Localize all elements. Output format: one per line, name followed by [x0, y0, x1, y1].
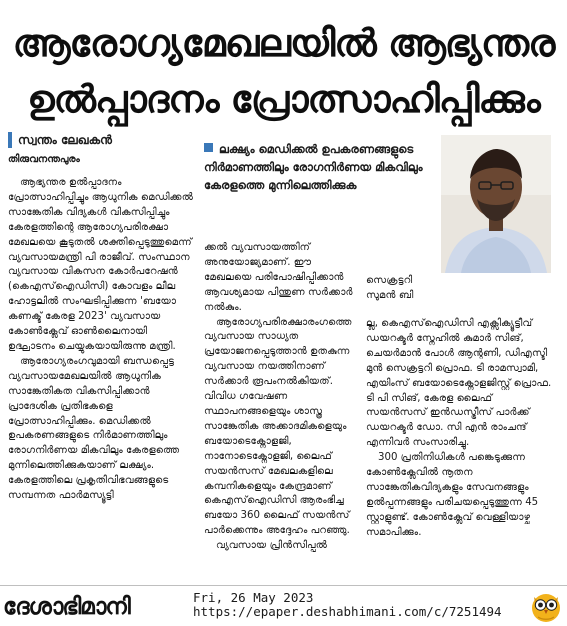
article-paragraph: 300 പ്രതിനിധികൾ പങ്കെടുക്കുന്ന കോൺക്ലേവിൽ നൂതന സാങ്കേതികവിദ്യകളും സേവനങ്ങളും ഉൽപ്പന്നങ്ങളും പരിചയപ്പെടുത്തുന്ന 45 സ്റ്റാളുണ്ട്. കോൺക്ലേവ് വെള്ളിയാഴ്ച സമാപിക്കും.: [366, 452, 539, 538]
pull-quote: [204, 140, 436, 194]
minister-photo: [441, 135, 551, 273]
article-paragraph: വ്യവസായ പ്രിൻസിപ്പൽ: [216, 540, 328, 552]
owl-icon: [529, 589, 563, 623]
byline: സ്വന്തം ലേഖകൻ: [8, 132, 193, 148]
footer-divider: [0, 585, 567, 586]
article-paragraph: ആരോഗ്യപരിരക്ഷാരംഗത്തെ വ്യവസായ സാധ്യത പ്രയോജനപ്പെടുത്താൻ ഉതകുന്ന വ്യവസായ നയത്തിനാണ് സർക്കാർ രൂപംനൽകിയത്. വിവിധ ഗവേഷണ സ്ഥാപനങ്ങളെയും ശാസ്ത്ര സാങ്കേതിക അക്കാദമികളെയും ബയോടെക്നോളജി, നാനോടെക്നോളജി, ലൈഫ് സയൻസസ് മേഖലകളിലെ കമ്പനികളെയും കേന്ദ്രമാണ് കെഎസ്ഐഡിസി ആരംഭിച്ച ബയോ 360 ലൈഫ് സയൻസ് പാർക്കെന്നും അദ്ദേഹം പറഞ്ഞു.: [204, 316, 352, 537]
headline-line-1: ആരോഗ്യമേഖലയിൽ ആഭ്യന്തര: [12, 21, 555, 65]
masthead-logo: ദേശാഭിമാനി: [3, 594, 130, 620]
epaper-url[interactable]: https://epaper.deshabhimani.com/c/7251494: [193, 604, 502, 619]
article-column-3-top: [366, 274, 438, 316]
article-column-1: [8, 176, 194, 573]
square-bullet-icon: [204, 143, 213, 152]
article-paragraph: സെക്രട്ടറി സുമൻ ബി: [366, 275, 414, 301]
portrait-image: [441, 135, 551, 273]
article-column-3: [366, 317, 554, 573]
dateline: തിരുവനന്തപുരം: [8, 154, 80, 165]
article-paragraph: ക്കൽ വ്യവസായത്തിന് അനുയോജ്യമാണ്. ഈ മേഖലയെ പരിപോഷിപ്പിക്കാൻ ആവശ്യമായ പിന്തുണ സർക്കാർ നൽകും.: [204, 242, 353, 313]
headline-line-2: ഉൽപ്പാദനം പ്രോത്സാഹിപ്പിക്കും: [27, 77, 540, 121]
article-column-2: [204, 241, 360, 573]
article-paragraph: ആഭ്യന്തര ഉൽപ്പാദനം പ്രോത്സാഹിപ്പിച്ചും ആധുനിക മെഡിക്കൽ സാങ്കേതിക വിദ്യകൾ വികസിപ്പിച്ചും കേരളത്തിന്റെ ആരോഗ്യപരിരക്ഷാ മേഖലയെ കൂടുതൽ ശക്തിപ്പെടുത്തുമെന്ന് വ്യവസായമന്ത്രി പി രാജീവ്. സംസ്ഥാന വ്യവസായ വികസന കോർപറേഷൻ (കെഎസ്ഐഡിസി) കോവളം ലീല ഹോട്ടലിൽ സംഘടിപ്പിക്കുന്ന 'ബയോ കണക്ട് കേരള 2023' വ്യവസായ കോൺക്ലേവ് ഓൺലൈനായി ഉദ്ഘാടനം ചെയ്യുകയായിരുന്നു മന്ത്രി.: [8, 177, 194, 352]
publication-date: Fri, 26 May 2023: [193, 590, 314, 605]
pull-quote-text: ലക്ഷ്യം മെഡിക്കൽ ഉപകരണങ്ങളുടെ നിർമാണത്തിലും രോഗനിർണയ മികവിലും കേരളത്തെ മുന്നിലെത്തിക്കുക: [204, 142, 423, 192]
article-paragraph: ആരോഗ്യരംഗവുമായി ബന്ധപ്പെട്ട വ്യവസായമേഖലയിൽ ആധുനിക സാങ്കേതികത വികസിപ്പിക്കാൻ പ്രാദേശിക പ്രതിഭകളെ പ്രോത്സാഹിപ്പിക്കും. മെഡിക്കൽ ഉപകരണങ്ങളുടെ നിർമാണത്തിലും രോഗനിർണയ മികവിലും കേരളത്തെ മുന്നിലെത്തിക്കുകയാണ് ലക്ഷ്യം. കേരളത്തിലെ പ്രകൃതിവിഭവങ്ങളുടെ സമ്പന്നത ഫാർമസ്യൂട്ടി: [8, 355, 180, 502]
byline-block: [8, 132, 193, 148]
article-paragraph: ല്ല, കെഎസ്ഐഡിസി എക്സിക്യൂട്ടീവ് ഡയറക്ടർ സ്നേഹിൽ കുമാർ സിങ്, ചെയർമാൻ പോൾ ആന്റണി, ഡിഎസ്ടി മുൻ സെക്രട്ടറി പ്രൊഫ. ടി രാമസ്വാമി, എയിംസ് ബയോടെക്നോളജിസ്റ്റ് പ്രൊഫ. ടി പി സിങ്, കേരള ലൈഫ് സയൻസസ് ഇൻഡസ്ട്രീസ് പാർക്ക് ഡയറക്ടർ ഡോ. സി എൻ രാംചന്ദ് എന്നിവർ സംസാരിച്ചു.: [366, 318, 552, 449]
